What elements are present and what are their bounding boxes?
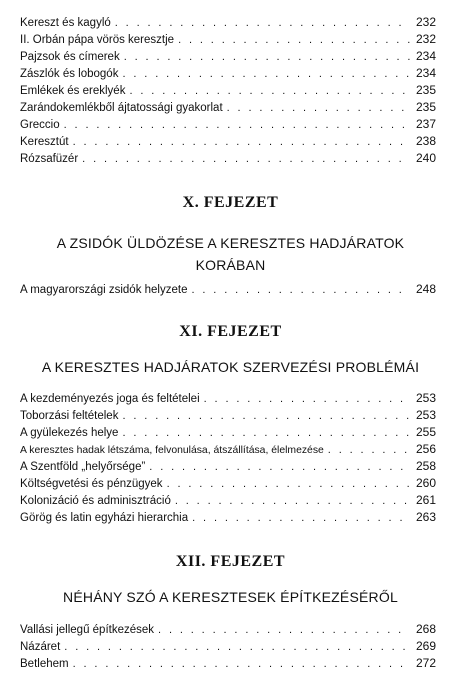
toc-entry — [20, 31, 436, 47]
toc-entry — [20, 99, 436, 115]
toc-entry — [20, 424, 436, 440]
toc-entry-page: 248 — [415, 282, 436, 296]
chapter-heading: XI. FEJEZET — [179, 323, 282, 340]
toc-entry-page: 235 — [415, 100, 436, 114]
toc-entry-page: 234 — [415, 66, 436, 80]
toc-entry — [20, 621, 436, 637]
toc-entry — [20, 48, 436, 64]
toc-entry-page: 268 — [415, 622, 436, 636]
dot-leader — [122, 66, 410, 82]
toc-entry-title: Greccio — [20, 119, 60, 131]
toc-entry-title: A keresztes hadak létszáma, felvonulása, átszállítása, élelmezése — [20, 445, 324, 456]
toc-entry-page: 255 — [415, 425, 436, 439]
toc-entry-page: 272 — [415, 656, 436, 670]
toc-entry — [20, 116, 436, 132]
toc-entry — [20, 281, 436, 297]
toc-entry — [20, 133, 436, 149]
chapter-heading: XII. FEJEZET — [175, 553, 286, 570]
dot-leader — [227, 100, 410, 116]
toc-entry-title: Keresztút — [20, 136, 69, 148]
toc-entry-title: Kereszt és kagyló — [20, 17, 111, 29]
toc-entry-page: 232 — [415, 32, 436, 46]
toc-entry-title: Zarándokemlékből ájtatossági gyakorlat — [20, 102, 223, 114]
dot-leader — [191, 282, 410, 298]
toc-entry — [20, 150, 436, 166]
toc-entry-page: 253 — [415, 391, 436, 405]
toc-entry-page: 258 — [415, 459, 436, 473]
dot-leader — [167, 476, 410, 492]
toc-entry-page: 234 — [415, 49, 436, 63]
toc-entry-title: A Szentföld „helyőrsége” — [20, 461, 146, 473]
toc-entry-title: Költségvetési és pénzügyek — [20, 478, 163, 490]
dot-leader — [175, 493, 410, 509]
toc-entry — [20, 65, 436, 81]
dot-leader — [124, 49, 410, 65]
dot-leader — [122, 425, 410, 441]
toc-entry — [20, 492, 436, 508]
toc-entry-page: 260 — [415, 476, 436, 490]
toc-entry-page: 232 — [415, 15, 436, 29]
toc-entry-title: Názáret — [20, 641, 61, 653]
toc-entry-page: 235 — [415, 83, 436, 97]
dot-leader — [149, 459, 410, 475]
toc-entry-page: 263 — [415, 510, 436, 524]
toc-entry — [20, 458, 436, 474]
toc-entry-title: Rózsafüzér — [20, 153, 79, 165]
toc-entry — [20, 14, 436, 30]
toc-entry-page: 256 — [415, 442, 436, 456]
dot-leader — [73, 656, 410, 672]
toc-entry-title: Betlehem — [20, 658, 69, 670]
dot-leader — [178, 32, 410, 48]
dot-leader — [73, 134, 410, 150]
chapter-subtitle: A ZSIDÓK ÜLDÖZÉSE A KERESZTES HADJÁRATOK KORÁBAN — [56, 235, 405, 273]
chapter-subtitle: A KERESZTES HADJÁRATOK SZERVEZÉSI PROBLÉMÁI — [41, 359, 420, 375]
chapter-subtitle: NÉHÁNY SZÓ A KERESZTESEK ÉPÍTKEZÉSÉRŐL — [63, 589, 398, 605]
toc-entry — [20, 638, 436, 654]
toc-entry-title: A gyülekezés helye — [20, 427, 119, 439]
toc-entry — [20, 655, 436, 671]
toc-entry-page: 253 — [415, 408, 436, 422]
toc-entry — [20, 82, 436, 98]
toc-entry-title: Emlékek és ereklyék — [20, 85, 126, 97]
toc-entry — [20, 509, 436, 525]
dot-leader — [328, 442, 410, 458]
toc-entry-title: Vallási jellegű építkezések — [20, 624, 155, 636]
toc-entry — [20, 475, 436, 491]
toc-entry — [20, 390, 436, 406]
toc-entry-title: A magyarországi zsidók helyzete — [20, 284, 188, 296]
toc-entry-title: Görög és latin egyházi hierarchia — [20, 512, 189, 524]
dot-leader — [64, 117, 410, 133]
toc-entry-page: 269 — [415, 639, 436, 653]
toc-entry-title: Toborzási feltételek — [20, 410, 119, 422]
dot-leader — [64, 639, 410, 655]
toc-entry-title: Kolonizáció és adminisztráció — [20, 495, 171, 507]
dot-leader — [82, 151, 410, 167]
toc-entry-page: 240 — [415, 151, 436, 165]
toc-entry-title: Pajzsok és címerek — [20, 51, 120, 63]
dot-leader — [129, 83, 410, 99]
toc-entry — [20, 407, 436, 423]
toc-entry — [20, 441, 436, 457]
toc-entry-title: Zászlók és lobogók — [20, 68, 119, 80]
toc-entry-title: A kezdeményezés joga és feltételei — [20, 393, 200, 405]
toc-entry-page: 238 — [415, 134, 436, 148]
dot-leader — [192, 510, 410, 526]
toc-entry-title: II. Orbán pápa vörös keresztje — [20, 34, 175, 46]
chapter-heading: X. FEJEZET — [182, 194, 279, 211]
dot-leader — [122, 408, 410, 424]
dot-leader — [115, 15, 410, 31]
toc-entry-page: 261 — [415, 493, 436, 507]
dot-leader — [158, 622, 410, 638]
dot-leader — [204, 391, 410, 407]
toc-entry-page: 237 — [415, 117, 436, 131]
